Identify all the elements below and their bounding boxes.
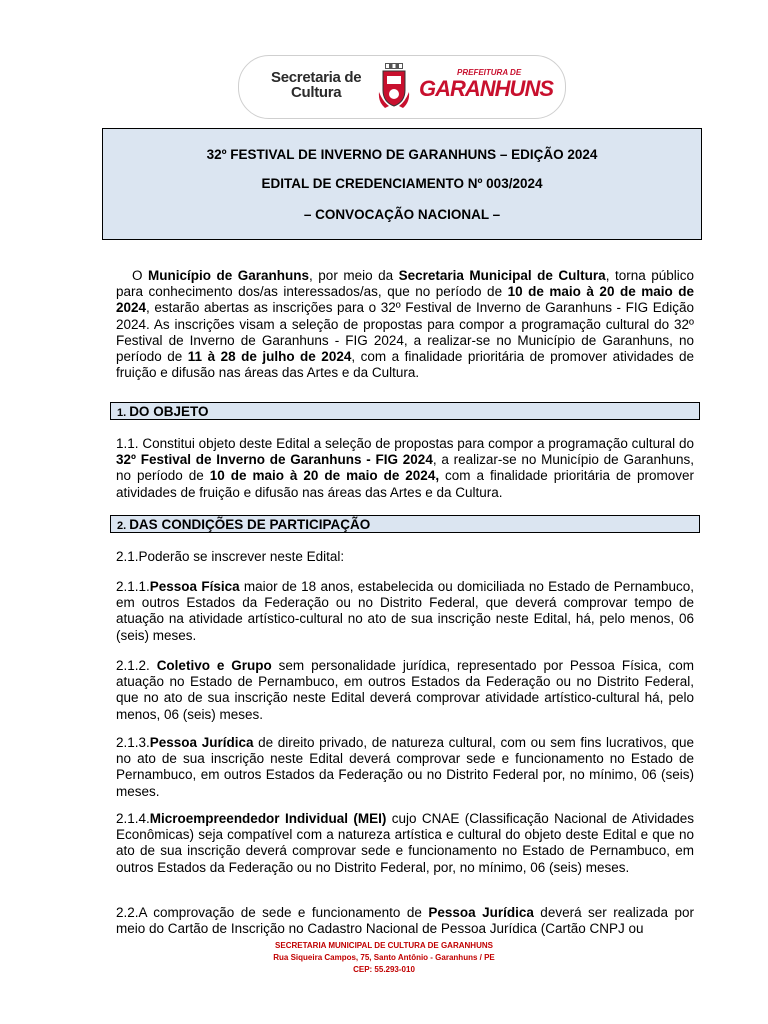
clause-1-1-bold-2: 10 de maio à 20 de maio de 2024, bbox=[209, 468, 440, 484]
clause-2-2 bbox=[116, 905, 694, 937]
intro-paragraph bbox=[116, 268, 694, 381]
intro-text-3: , torna público para conhecimento dos/as interessados/as, que no período de bbox=[116, 268, 694, 300]
clause-2-1-2 bbox=[116, 658, 694, 723]
clause-2-1-2-number: 2.1.2. bbox=[116, 658, 157, 673]
clause-2-1-3-bold: Pessoa Jurídica bbox=[149, 735, 254, 750]
section-2-number: 2. bbox=[117, 520, 127, 532]
clause-2-1-3-number: 2.1.3. bbox=[116, 735, 150, 750]
clause-2-2-text-2: deverá ser realizada por meio do Cartão de Inscrição no Cadastro Nacional de Pessoa Jurídica (Cartão CNPJ ou bbox=[116, 905, 694, 937]
clause-2-2-text-1: 2.2.A comprovação de sede e funcionamento de bbox=[116, 905, 429, 920]
section-2-heading bbox=[110, 515, 700, 533]
intro-text-2: , por meio da bbox=[309, 268, 399, 283]
logo-text-line2: Cultura bbox=[290, 84, 342, 101]
section-1-heading bbox=[110, 402, 700, 420]
intro-bold-1: Município de Garanhuns bbox=[148, 268, 310, 283]
clause-1-1-bold-1: 32º Festival de Inverno de Garanhuns - FIG 2024 bbox=[116, 452, 433, 468]
clause-2-1-4-bold: Microempreendedor Individual (MEI) bbox=[149, 811, 387, 826]
clause-2-1-1-text: maior de 18 anos, estabelecida ou domiciliada no Estado de Pernambuco, em outros Estados da Federação ou no Distrito Federal, que deverá comprovar tempo de atuação na atividade artístico-cultural no ato de sua inscrição neste Edital, há, pelo menos, 06 (seis) meses. bbox=[116, 579, 694, 643]
title-line3: – CONVOCAÇÃO NACIONAL – bbox=[303, 207, 501, 222]
clause-2-1-4 bbox=[116, 811, 694, 876]
prefeitura-big-text: GARANHUNS bbox=[419, 76, 553, 101]
section-2-title: DAS CONDIÇÕES DE PARTICIPAÇÃO bbox=[129, 517, 371, 532]
intro-bold-2: Secretaria Municipal de Cultura bbox=[398, 268, 606, 283]
clause-1-1-text-3: com a finalidade prioritária de promover atividades de fruição e difusão nas áreas das Artes e da Cultura. bbox=[116, 468, 694, 500]
prefeitura-small-text: PREFEITURA DE bbox=[457, 68, 522, 77]
clause-1-1 bbox=[116, 436, 694, 501]
page-footer bbox=[0, 938, 768, 976]
section-1-number: 1. bbox=[117, 407, 127, 419]
clause-2-1-1 bbox=[116, 579, 694, 644]
clause-2-2-bold: Pessoa Jurídica bbox=[428, 905, 534, 920]
clause-2-1-4-text: cujo CNAE (Classificação Nacional de Atividades Econômicas) seja compatível com a natureza artística e cultural do objeto deste Edital e que no ato de sua inscrição deverá comprovar sede e funcionamento no Estado de Pernambuco, em outros Estados da Federação ou no Distrito Federal, por, no mínimo, 06 (seis) meses. bbox=[116, 811, 695, 875]
clause-2-1-2-text: sem personalidade jurídica, representado por Pessoa Física, com atuação no Estado de Pernambuco, em outros Estados da Federação ou no Distrito Federal, que no ato de sua inscrição neste Edital deverá comprovar atividade artístico-cultural há, pelo menos, 06 (seis) meses. bbox=[116, 658, 694, 722]
clause-2-1-3-text: de direito privado, de natureza cultural, com ou sem fins lucrativos, que no ato de sua inscrição neste Edital deverá comprovar sede e funcionamento no Estado de Pernambuco, em outros Estados da Federação ou no Distrito Federal por, no mínimo, 06 (seis) meses. bbox=[116, 735, 694, 799]
clause-1-1-text-1: 1.1. Constitui objeto deste Edital a seleção de propostas para compor a programação cultural do bbox=[116, 436, 694, 451]
clause-1-1-text-2: , a realizar-se no Município de Garanhuns, no período de bbox=[116, 452, 694, 484]
document-title-box bbox=[102, 128, 702, 240]
section-1-title: DO OBJETO bbox=[129, 404, 209, 419]
footer-line3: CEP: 55.293-010 bbox=[353, 965, 415, 974]
intro-bold-4: 11 à 28 de julho de 2024 bbox=[187, 349, 352, 365]
intro-bold-3: 10 de maio à 20 de maio de 2024 bbox=[116, 284, 695, 316]
clause-2-1: 2.1.Poderão se inscrever neste Edital: bbox=[116, 549, 345, 564]
clause-2-1-3 bbox=[116, 735, 694, 800]
intro-text-1: O bbox=[132, 268, 149, 283]
footer-line2: Rua Siqueira Campos, 75, Santo Antônio - Garanhuns / PE bbox=[273, 953, 495, 962]
header-logo bbox=[238, 55, 566, 119]
intro-text-4: , estarão abertas as inscrições para o 32º Festival de Inverno de Garanhuns - FIG Edição 2024. As inscrições visam a seleção de propostas para compor a programação cultural do 32º Festival de Inverno de Garanhuns - FIG 2024, a realizar-se no Município de Garanhuns, no período de bbox=[116, 300, 694, 365]
logo-text-line1: Secretaria de bbox=[271, 69, 362, 86]
garanhuns-crest-icon bbox=[377, 62, 411, 110]
intro-text-5: , com a finalidade prioritária de promover atividades de fruição e difusão nas áreas das Artes e da Cultura. bbox=[116, 349, 694, 381]
footer-line1: SECRETARIA MUNICIPAL DE CULTURA DE GARANHUNS bbox=[275, 941, 493, 950]
title-line1: 32º FESTIVAL DE INVERNO DE GARANHUNS – EDIÇÃO 2024 bbox=[206, 147, 598, 162]
clause-2-1-4-number: 2.1.4. bbox=[116, 811, 150, 826]
clause-2-1-1-number: 2.1.1. bbox=[116, 579, 150, 594]
clause-2-1-2-bold: Coletivo e Grupo bbox=[156, 658, 272, 673]
title-line2: EDITAL DE CREDENCIAMENTO Nº 003/2024 bbox=[261, 176, 543, 191]
clause-2-1-1-bold: Pessoa Física bbox=[149, 579, 240, 594]
secretaria-cultura-logo bbox=[271, 70, 361, 100]
